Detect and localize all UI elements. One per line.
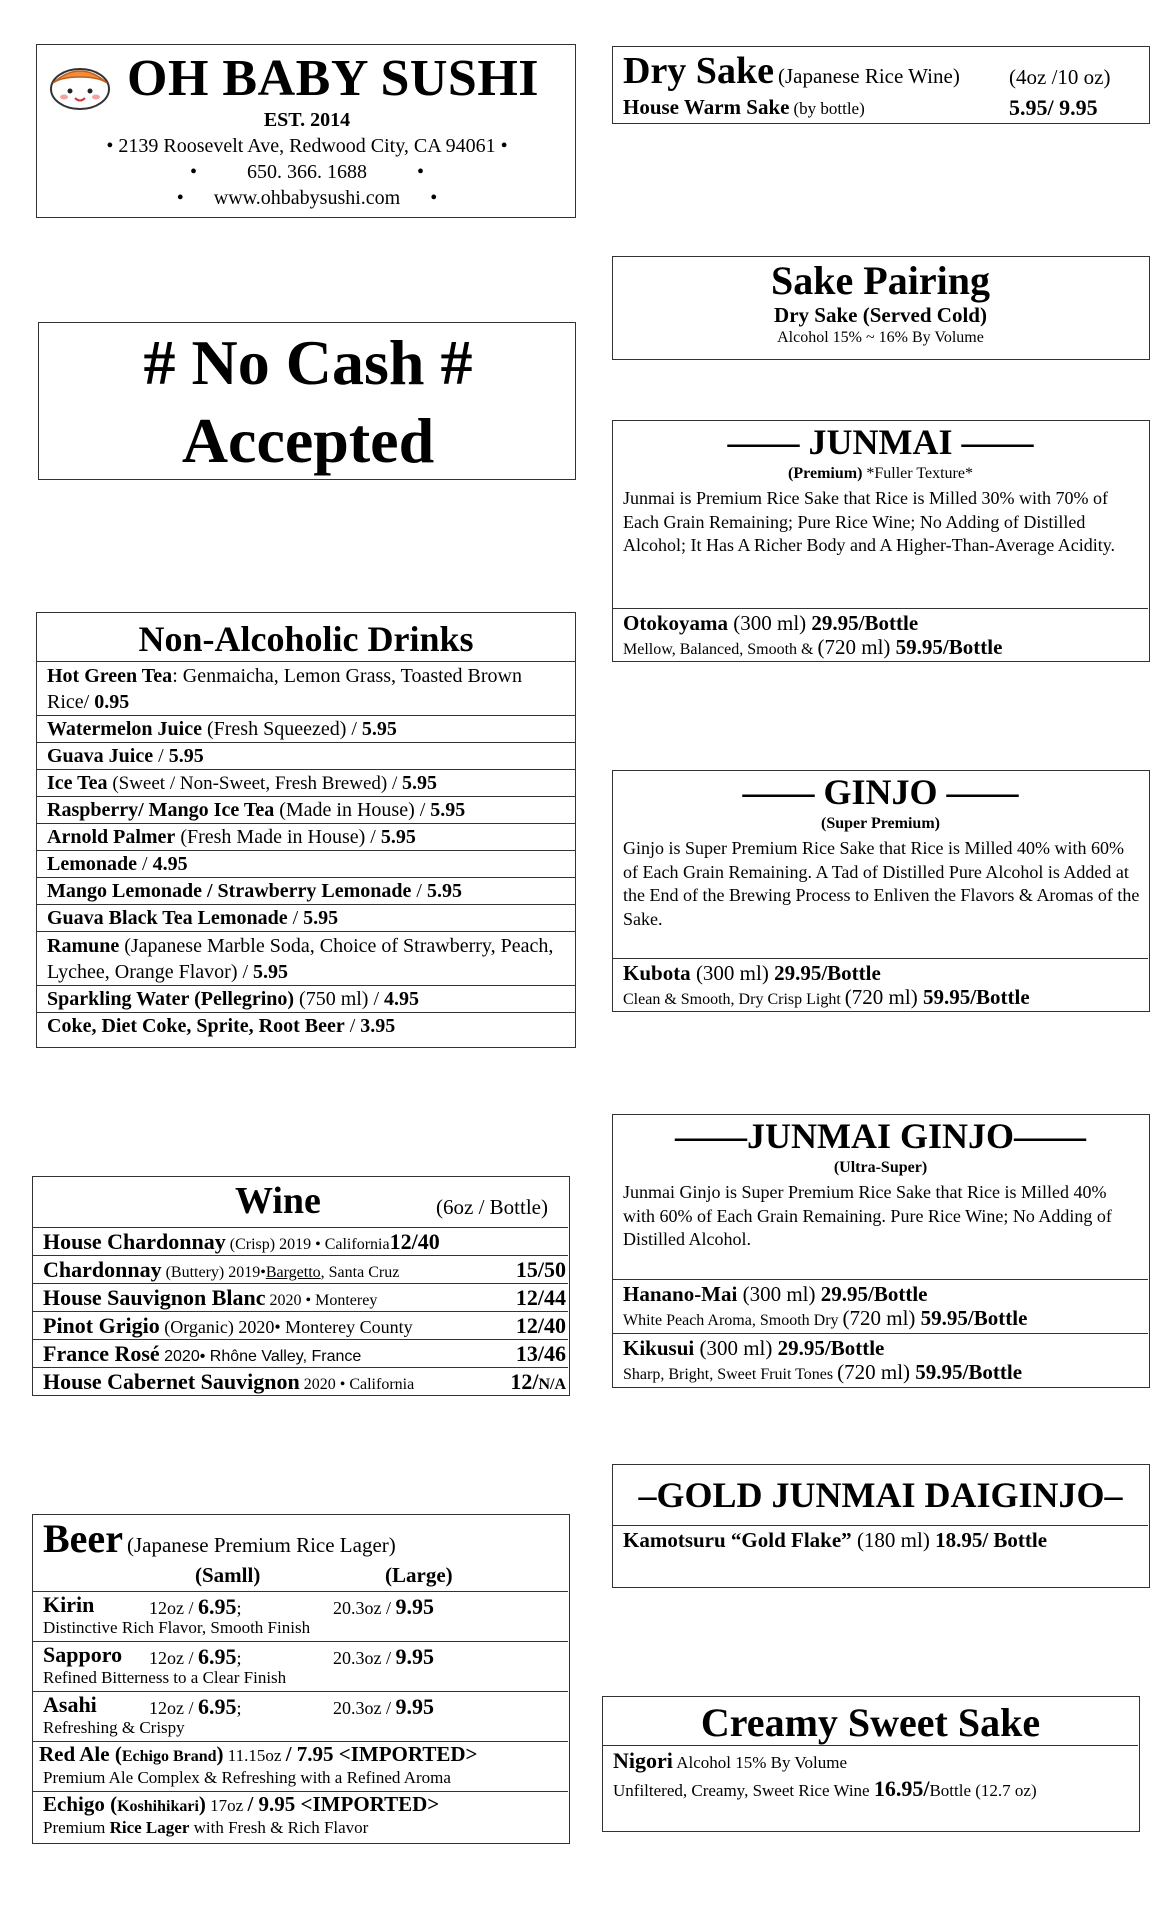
beer-price: / 9.95 <IMPORTED> — [247, 1792, 440, 1816]
wine-desc: 2020 • California — [299, 1376, 415, 1393]
no-cash-line1: # No Cash # — [143, 327, 473, 398]
beer-small-size: 12oz / — [149, 1648, 198, 1668]
beer-name: Asahi — [43, 1692, 97, 1717]
list-item — [33, 1691, 568, 1741]
bullet: • — [430, 187, 438, 209]
non-alcoholic-drinks-section — [36, 612, 576, 1048]
drink-desc: (Fresh Made in House) / — [175, 826, 381, 848]
ginjo-section — [612, 770, 1150, 1012]
sake-price: 59.95/Bottle — [920, 1306, 1028, 1330]
drink-name: Mango Lemonade / Strawberry Lemonade — [47, 880, 412, 902]
junmai-ginjo-section — [612, 1114, 1150, 1388]
list-item — [33, 1791, 568, 1843]
list-item — [33, 1311, 568, 1339]
list-item — [613, 1333, 1148, 1387]
list-item — [37, 742, 575, 769]
drink-desc: / — [287, 907, 304, 929]
sake-size: Bottle (12.7 oz) — [929, 1781, 1037, 1800]
sushi-face-icon — [49, 61, 111, 111]
beer-note: Refreshing & Crispy — [43, 1718, 185, 1737]
beer-small-label: (Samll) — [195, 1563, 261, 1587]
drink-price: 5.95 — [430, 799, 466, 821]
beer-small-price: 6.95 — [198, 1694, 237, 1719]
bullet: • — [176, 187, 184, 209]
drink-name: Ice Tea — [47, 772, 108, 794]
sake-price: 29.95/Bottle — [820, 1282, 928, 1306]
drink-desc: (Fresh Squeezed) / — [201, 718, 362, 740]
sake-note: Unfiltered, Creamy, Sweet Rice Wine — [613, 1781, 874, 1800]
drink-price: 5.95 — [253, 961, 289, 983]
beer-small-price: 6.95 — [198, 1644, 237, 1669]
dry-sake-heading — [623, 49, 960, 93]
list-item — [33, 1283, 568, 1311]
wine-price: 12/40 — [389, 1229, 440, 1254]
wine-desc: (Crisp) 2019 • California — [225, 1236, 390, 1253]
paren: ) — [216, 1742, 224, 1766]
junmai-grade: (Premium) — [788, 465, 863, 482]
beer-size: 17oz — [205, 1796, 248, 1815]
restaurant-header — [36, 44, 576, 218]
list-item — [613, 608, 1148, 661]
restaurant-website[interactable]: www.ohbabysushi.com — [213, 187, 401, 209]
dry-sake-sizes: (4oz /10 oz) — [1009, 65, 1111, 89]
drink-desc: / — [153, 745, 169, 767]
drink-name: Guava Juice — [47, 745, 154, 767]
restaurant-phone-row — [37, 161, 577, 184]
wine-desc: (Buttery) 2019• — [161, 1264, 266, 1281]
sake-price: 29.95/Bottle — [774, 961, 881, 985]
beer-section — [32, 1514, 570, 1844]
wine-name: House Cabernet Sauvignon — [43, 1369, 300, 1394]
dry-sake-section — [612, 46, 1150, 124]
drink-price: 5.95 — [168, 745, 204, 767]
sake-size: (300 ml) — [728, 611, 812, 635]
sake-price: 16.95/ — [873, 1776, 930, 1801]
sake-name: Kamotsuru “Gold Flake” — [623, 1528, 852, 1552]
sake-pairing-subtitle: Dry Sake (Served Cold) — [774, 303, 987, 327]
list-item — [37, 715, 575, 742]
no-cash-line2: Accepted — [181, 405, 435, 476]
wine-price: 12/40 — [515, 1313, 566, 1338]
sake-price: 29.95/Bottle — [777, 1336, 885, 1360]
sake-price: 59.95/Bottle — [895, 635, 1003, 659]
drink-price: 5.95 — [361, 718, 397, 740]
creamy-sweet-sake-section — [602, 1696, 1140, 1832]
list-item — [37, 904, 575, 931]
wine-unit: (6oz / Bottle) — [436, 1195, 548, 1219]
restaurant-phone: 650. 366. 1688 — [247, 161, 367, 183]
list-item — [33, 1641, 568, 1691]
ginjo-description: Ginjo is Super Premium Rice Sake that Rice is Milled 40% with 60% of Each Grain Remaining. A Tad of Distilled Pure Alcohol is Added at the End of the Brewing Process to Enliven the Flavors & Aromas of the Sake. — [623, 838, 1140, 929]
wine-title: Wine — [235, 1180, 321, 1222]
beer-title: Beer — [43, 1516, 123, 1561]
separator: ; — [236, 1598, 242, 1618]
dry-sake-title: Dry Sake — [623, 50, 774, 92]
beer-large-price: 9.95 — [395, 1694, 434, 1719]
junmai-section — [612, 420, 1150, 662]
sake-pairing-title: Sake Pairing — [771, 258, 990, 303]
drink-price: 4.95 — [152, 853, 188, 875]
wine-price: 15/50 — [515, 1257, 566, 1282]
list-item — [37, 850, 575, 877]
sake-pairing-note: Alcohol 15% ~ 16% By Volume — [777, 329, 984, 346]
beer-name: Sapporo — [43, 1642, 123, 1667]
sake-price: 18.95/ Bottle — [935, 1528, 1048, 1552]
drink-price: 3.95 — [360, 1015, 396, 1037]
drink-price: 5.95 — [303, 907, 339, 929]
ginjo-grade: (Super Premium) — [821, 815, 940, 832]
sake-price: 29.95/Bottle — [811, 611, 919, 635]
beer-brand: Echigo Brand — [121, 1748, 217, 1765]
beer-size: 11.15oz — [223, 1746, 286, 1765]
bullet: • — [189, 161, 197, 183]
drink-price: 5.95 — [380, 826, 416, 848]
sake-name: House Warm Sake — [623, 95, 790, 119]
junmai-ginjo-title: ——JUNMAI GINJO—— — [675, 1116, 1086, 1156]
sake-size: (720 ml) — [844, 985, 923, 1009]
sake-alcohol: Alcohol 15% By Volume — [672, 1753, 847, 1772]
gold-junmai-daiginjo-section — [612, 1464, 1150, 1588]
sake-price: 5.95/ 9.95 — [1009, 95, 1098, 120]
drink-price: 5.95 — [426, 880, 462, 902]
wine-name: Pinot Grigio — [43, 1313, 160, 1338]
list-item — [37, 931, 575, 985]
list-item — [603, 1745, 1138, 1831]
beer-heading — [43, 1515, 396, 1562]
sake-price: 59.95/Bottle — [922, 985, 1030, 1009]
beer-name: Kirin — [43, 1592, 95, 1617]
sake-size: (300 ml) — [694, 1336, 778, 1360]
drink-desc: / — [411, 880, 427, 902]
sake-note: Clean & Smooth, Dry Crisp Light — [623, 991, 845, 1008]
list-item — [33, 1339, 568, 1367]
beer-note: Refined Bitterness to a Clear Finish — [43, 1668, 287, 1687]
list-item — [613, 958, 1148, 1011]
beer-name: Red Ale ( — [39, 1742, 122, 1766]
sake-pairing-section — [612, 256, 1150, 360]
beer-large-size: 20.3oz / — [333, 1698, 396, 1718]
drink-name: Raspberry/ Mango Ice Tea — [47, 799, 275, 821]
beer-brand: Koshihikari — [117, 1798, 199, 1815]
junmai-ginjo-description: Junmai Ginjo is Super Premium Rice Sake that Rice is Milled 40% with 60% of Each Grain Remaining. Pure Rice Wine; No Adding of Distilled Alcohol. — [623, 1182, 1112, 1249]
beer-subtitle: (Japanese Premium Rice Lager) — [126, 1533, 396, 1557]
list-item — [37, 769, 575, 796]
list-item — [37, 877, 575, 904]
note-part: with Fresh & Rich Flavor — [189, 1818, 369, 1837]
sake-size: (720 ml) — [817, 635, 896, 659]
sake-note: White Peach Aroma, Smooth Dry — [623, 1312, 843, 1329]
wine-name: House Sauvignon Blanc — [43, 1285, 266, 1310]
drink-price: 4.95 — [384, 988, 420, 1010]
sake-note: (by bottle) — [793, 99, 865, 118]
beer-small-size: 12oz / — [149, 1598, 198, 1618]
wine-price: 12/44 — [515, 1285, 566, 1310]
list-item — [37, 796, 575, 823]
beer-large-size: 20.3oz / — [333, 1648, 396, 1668]
sake-note: Sharp, Bright, Sweet Fruit Tones — [623, 1366, 838, 1383]
separator: ; — [236, 1698, 242, 1718]
house-warm-sake-row — [623, 95, 865, 120]
wine-section — [32, 1176, 570, 1396]
wine-desc: (Organic) 2020• Monterey County — [159, 1317, 413, 1337]
list-item — [33, 1591, 568, 1641]
ginjo-title: —— GINJO —— — [742, 772, 1019, 812]
wine-price: 13/46 — [515, 1341, 566, 1366]
list-item — [37, 1012, 575, 1039]
sake-size: (300 ml) — [737, 1282, 821, 1306]
drink-name: Guava Black Tea Lemonade — [47, 907, 288, 929]
drink-desc: (Japanese Marble Soda, Choice of Strawberry, Peach, Lychee, Orange Flavor) / — [47, 935, 554, 983]
creamy-title: Creamy Sweet Sake — [700, 1700, 1041, 1745]
dry-sake-subtitle: (Japanese Rice Wine) — [777, 64, 960, 88]
junmai-ginjo-grade: (Ultra-Super) — [833, 1159, 928, 1176]
drink-price: 0.95 — [94, 691, 130, 713]
drink-name: Hot Green Tea — [47, 665, 173, 687]
wine-desc-2: , Santa Cruz — [320, 1264, 400, 1281]
junmai-grade-row — [613, 465, 1148, 483]
wine-price: 12/ — [510, 1369, 539, 1394]
sake-size: (180 ml) — [851, 1528, 936, 1552]
established-year: EST. 2014 — [263, 109, 351, 131]
restaurant-website-row — [37, 187, 577, 210]
junmai-title: —— JUNMAI —— — [727, 422, 1034, 462]
drink-name: Lemonade — [47, 853, 137, 875]
drink-name: Ramune — [47, 935, 120, 957]
beer-note — [43, 1818, 368, 1838]
non-alcoholic-title: Non-Alcoholic Drinks — [138, 619, 474, 659]
note-bold: Rice Lager — [109, 1818, 190, 1837]
winery-name: Bargetto — [265, 1264, 321, 1281]
drink-name: Arnold Palmer — [47, 826, 176, 848]
list-item — [33, 1367, 568, 1395]
beer-large-label: (Large) — [385, 1563, 453, 1587]
beer-small-price: 6.95 — [198, 1594, 237, 1619]
drink-name: Coke, Diet Coke, Sprite, Root Beer — [47, 1015, 345, 1037]
note-part: Premium — [43, 1818, 110, 1837]
sake-name: Nigori — [613, 1748, 673, 1773]
beer-large-price: 9.95 — [395, 1594, 434, 1619]
sake-price: 59.95/Bottle — [915, 1360, 1023, 1384]
sake-name: Kubota — [623, 961, 691, 985]
beer-large-size: 20.3oz / — [333, 1598, 396, 1618]
drink-desc: (Sweet / Non-Sweet, Fresh Brewed) / — [107, 773, 402, 794]
beer-note: Premium Ale Complex & Refreshing with a Refined Aroma — [43, 1768, 451, 1787]
list-item — [37, 985, 575, 1012]
no-cash-notice — [38, 322, 576, 480]
separator: ; — [236, 1648, 242, 1668]
beer-note: Distinctive Rich Flavor, Smooth Finish — [43, 1618, 311, 1637]
wine-desc: 2020• Rhône Valley, France — [159, 1348, 362, 1365]
paren: ) — [198, 1792, 206, 1816]
sake-note: Mellow, Balanced, Smooth & — [623, 641, 818, 658]
bullet: • — [417, 161, 425, 183]
beer-large-price: 9.95 — [395, 1644, 434, 1669]
sake-name: Hanano-Mai — [623, 1282, 738, 1306]
wine-name: France Rosé — [43, 1341, 160, 1366]
list-item — [33, 1227, 568, 1255]
beer-name: Echigo ( — [43, 1792, 118, 1816]
list-item — [37, 661, 575, 715]
sake-size: (720 ml) — [837, 1360, 916, 1384]
beer-small-size: 12oz / — [149, 1698, 198, 1718]
sake-name: Kikusui — [623, 1336, 695, 1360]
drink-desc: (Made in House) / — [274, 799, 431, 821]
drink-desc: : Genmaicha, Lemon Grass, Toasted Brown Rice/ — [47, 665, 523, 713]
list-item — [613, 1279, 1148, 1333]
wine-name: House Chardonnay — [43, 1229, 226, 1254]
junmai-grade-note: *Fuller Texture* — [862, 465, 973, 482]
drink-name: Sparkling Water (Pellegrino) — [47, 988, 295, 1010]
beer-price: / 7.95 <IMPORTED> — [285, 1742, 478, 1766]
sake-size: (300 ml) — [690, 961, 775, 985]
wine-desc: 2020 • Monterey — [265, 1292, 378, 1309]
drink-desc: / — [344, 1015, 361, 1037]
list-item — [33, 1255, 568, 1283]
list-item — [37, 823, 575, 850]
junmai-description: Junmai is Premium Rice Sake that Rice is Milled 30% with 70% of Each Grain Remaining; Pure Rice Wine; No Adding of Distilled Alcohol; It Has A Richer Body and A Higher-Than-Average Acidity. — [623, 488, 1116, 555]
sake-size: (720 ml) — [842, 1306, 921, 1330]
drink-desc: (750 ml) / — [294, 988, 385, 1010]
list-item — [613, 1525, 1148, 1587]
drink-name: Watermelon Juice — [47, 718, 202, 740]
restaurant-address: • 2139 Roosevelt Ave, Redwood City, CA 94061 • — [106, 135, 508, 157]
sake-name: Otokoyama — [623, 611, 728, 635]
drink-desc: / — [137, 853, 153, 875]
wine-price-na: N/A — [538, 1376, 566, 1393]
restaurant-name: OH BABY SUSHI — [127, 50, 540, 107]
list-item — [33, 1741, 568, 1791]
wine-name: Chardonnay — [43, 1257, 162, 1282]
gold-title: –GOLD JUNMAI DAIGINJO– — [638, 1475, 1123, 1515]
drink-price: 5.95 — [402, 772, 437, 794]
